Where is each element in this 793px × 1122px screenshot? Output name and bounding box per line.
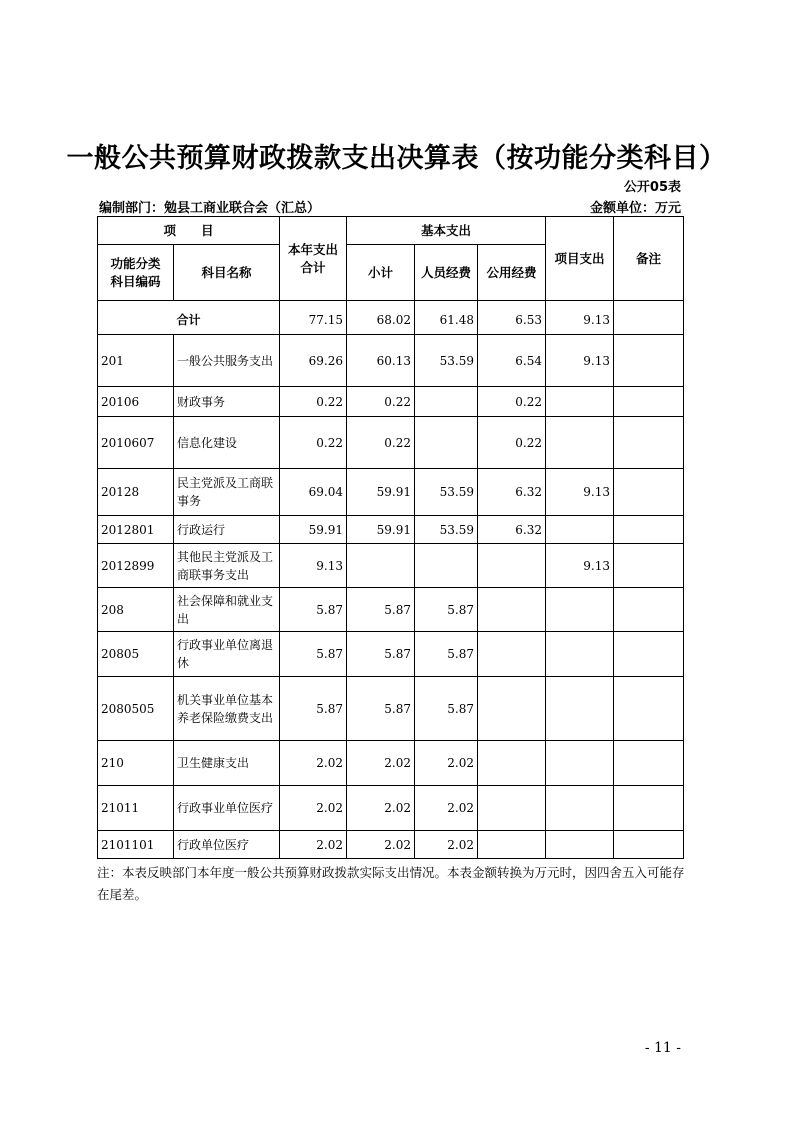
header-personnel: 人员经费 <box>415 245 478 301</box>
cell-subtotal: 2.02 <box>347 786 415 831</box>
unit-label: 金额单位：万元 <box>589 201 681 216</box>
cell-remark <box>614 516 684 544</box>
cell-code: 20128 <box>98 469 174 516</box>
cell-name: 行政单位医疗 <box>174 831 280 859</box>
header-row-1 <box>98 217 684 245</box>
table-row <box>98 516 684 544</box>
cell-personnel <box>415 417 478 469</box>
cell-project: 9.13 <box>546 335 614 387</box>
cell-code: 201 <box>98 335 174 387</box>
cell-name: 社会保障和就业支出 <box>174 588 280 632</box>
cell-subtotal: 5.87 <box>347 677 415 741</box>
cell-remark <box>614 632 684 677</box>
department-label: 编制部门：勉县工商业联合会（汇总） <box>99 201 321 216</box>
cell-public <box>478 677 546 741</box>
cell-year-total: 5.87 <box>280 632 347 677</box>
cell-project: 9.13 <box>546 469 614 516</box>
cell-project <box>546 632 614 677</box>
cell-name: 民主党派及工商联事务 <box>174 469 280 516</box>
cell-code: 20106 <box>98 387 174 417</box>
cell-personnel: 53.59 <box>415 335 478 387</box>
cell-project <box>546 741 614 786</box>
cell-personnel: 53.59 <box>415 516 478 544</box>
cell-remark <box>614 335 684 387</box>
cell-code: 21011 <box>98 786 174 831</box>
cell-subtotal: 0.22 <box>347 387 415 417</box>
cell-subtotal: 0.22 <box>347 417 415 469</box>
cell-name: 信息化建设 <box>174 417 280 469</box>
cell-name: 财政事务 <box>174 387 280 417</box>
expenditure-table <box>97 216 684 859</box>
cell-subtotal: 5.87 <box>347 588 415 632</box>
cell-subtotal: 2.02 <box>347 741 415 786</box>
table-row <box>98 632 684 677</box>
cell-remark <box>614 387 684 417</box>
table-row <box>98 417 684 469</box>
cell-subtotal <box>347 544 415 588</box>
cell-public: 6.32 <box>478 469 546 516</box>
cell-project <box>546 786 614 831</box>
cell-remark <box>614 677 684 741</box>
page-title: 一般公共预算财政拨款支出决算表（按功能分类科目） <box>66 143 727 174</box>
cell-project: 9.13 <box>546 544 614 588</box>
cell-subtotal: 60.13 <box>347 335 415 387</box>
cell-year-total: 2.02 <box>280 741 347 786</box>
cell-year-total: 2.02 <box>280 831 347 859</box>
table-note: 注：本表反映部门本年度一般公共预算财政拨款实际支出情况。本表金额转换为万元时，因四舍五入可能存在尾差。 <box>97 865 685 902</box>
cell-code: 2010607 <box>98 417 174 469</box>
total-label: 合计 <box>98 307 280 335</box>
table-code: 公开05表 <box>623 180 681 195</box>
header-year-total: 本年支出合计 <box>280 217 347 301</box>
cell-personnel: 2.02 <box>415 741 478 786</box>
cell-year-total: 2.02 <box>280 786 347 831</box>
table-row <box>98 387 684 417</box>
cell-public: 0.22 <box>478 417 546 469</box>
cell-personnel: 5.87 <box>415 588 478 632</box>
cell-project <box>546 831 614 859</box>
cell-public <box>478 741 546 786</box>
cell-code: 2012899 <box>98 544 174 588</box>
table-row <box>98 588 684 632</box>
table-row <box>98 335 684 387</box>
cell-name: 卫生健康支出 <box>174 741 280 786</box>
cell-public <box>478 632 546 677</box>
cell-public: 6.32 <box>478 516 546 544</box>
header-func-code: 功能分类科目编码 <box>98 245 174 301</box>
cell-code: 2012801 <box>98 516 174 544</box>
cell-name: 行政事业单位离退休 <box>174 632 280 677</box>
header-subtotal: 小计 <box>347 245 415 301</box>
cell-subtotal: 5.87 <box>347 632 415 677</box>
header-public: 公用经费 <box>478 245 546 301</box>
table-row <box>98 786 684 831</box>
cell-name: 行政运行 <box>174 516 280 544</box>
cell-year-total: 59.91 <box>280 516 347 544</box>
cell-name: 一般公共服务支出 <box>174 335 280 387</box>
cell-public <box>478 831 546 859</box>
header-item: 项 目 <box>98 217 280 245</box>
cell-personnel: 2.02 <box>415 786 478 831</box>
cell-year-total: 69.26 <box>280 335 347 387</box>
cell-year-total: 0.22 <box>280 417 347 469</box>
cell-project <box>546 387 614 417</box>
cell-year-total: 5.87 <box>280 677 347 741</box>
cell-personnel: 53.59 <box>415 469 478 516</box>
header-subject-name: 科目名称 <box>174 245 280 301</box>
cell-remark <box>614 469 684 516</box>
cell-year-total: 0.22 <box>280 387 347 417</box>
table-row <box>98 831 684 859</box>
table-row <box>98 677 684 741</box>
total-row <box>98 307 684 335</box>
cell-code: 208 <box>98 588 174 632</box>
table-row <box>98 544 684 588</box>
cell-public <box>478 786 546 831</box>
cell-name: 行政事业单位医疗 <box>174 786 280 831</box>
cell-subtotal: 59.91 <box>347 516 415 544</box>
cell-remark <box>614 786 684 831</box>
cell-remark <box>614 741 684 786</box>
cell-personnel: 2.02 <box>415 831 478 859</box>
cell-subtotal: 2.02 <box>347 831 415 859</box>
cell-public: 6.54 <box>478 335 546 387</box>
cell-remark <box>614 831 684 859</box>
cell-name: 其他民主党派及工商联事务支出 <box>174 544 280 588</box>
cell-project <box>546 417 614 469</box>
cell-year-total: 69.04 <box>280 469 347 516</box>
total-subtotal: 68.02 <box>347 307 415 335</box>
cell-code: 210 <box>98 741 174 786</box>
total-public: 6.53 <box>478 307 546 335</box>
cell-code: 20805 <box>98 632 174 677</box>
total-project: 9.13 <box>546 307 614 335</box>
header-basic: 基本支出 <box>347 217 546 245</box>
total-year-total: 77.15 <box>280 307 347 335</box>
cell-remark <box>614 417 684 469</box>
cell-year-total: 9.13 <box>280 544 347 588</box>
cell-code: 2080505 <box>98 677 174 741</box>
cell-remark <box>614 588 684 632</box>
cell-year-total: 5.87 <box>280 588 347 632</box>
cell-name: 机关事业单位基本养老保险缴费支出 <box>174 677 280 741</box>
cell-project <box>546 677 614 741</box>
cell-remark <box>614 544 684 588</box>
cell-subtotal: 59.91 <box>347 469 415 516</box>
table-row <box>98 469 684 516</box>
header-remark: 备注 <box>614 217 684 301</box>
page-number: - 11 - <box>644 1040 681 1056</box>
header-project: 项目支出 <box>546 217 614 301</box>
cell-personnel: 5.87 <box>415 677 478 741</box>
cell-project <box>546 588 614 632</box>
cell-public <box>478 588 546 632</box>
cell-personnel <box>415 387 478 417</box>
cell-project <box>546 516 614 544</box>
cell-personnel <box>415 544 478 588</box>
total-personnel: 61.48 <box>415 307 478 335</box>
cell-code: 2101101 <box>98 831 174 859</box>
cell-personnel: 5.87 <box>415 632 478 677</box>
table-row <box>98 741 684 786</box>
cell-public <box>478 544 546 588</box>
total-remark <box>614 307 684 335</box>
cell-public: 0.22 <box>478 387 546 417</box>
